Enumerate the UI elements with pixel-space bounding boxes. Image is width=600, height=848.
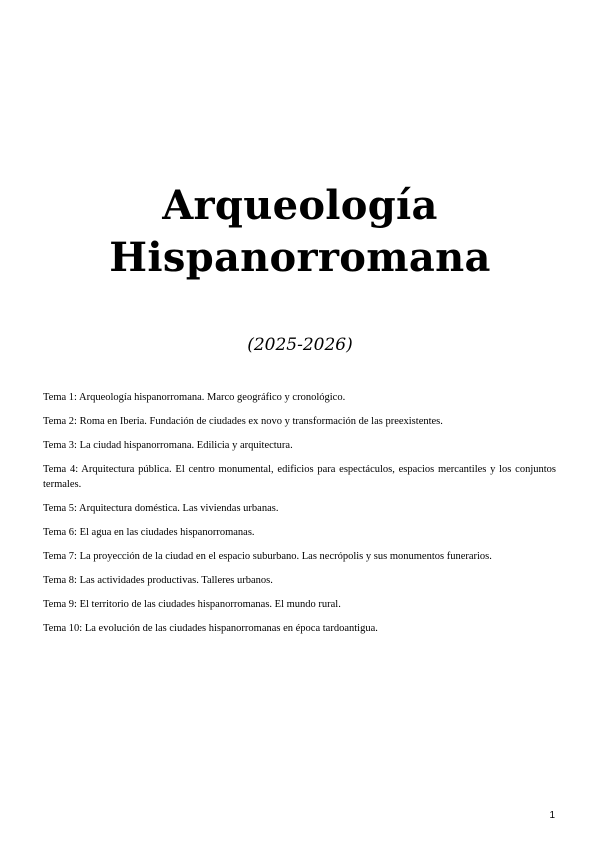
topic-item-3: Tema 3: La ciudad hispanorromana. Edilicia y arquitectura.	[43, 440, 293, 451]
topic-item-10: Tema 10: La evolución de las ciudades hispanorromanas en época tardoantigua.	[43, 622, 378, 634]
page-title	[0, 180, 600, 284]
title-line-2: Hispanorromana	[109, 234, 491, 281]
page-number: 1	[549, 810, 555, 821]
academic-year: (2025-2026)	[247, 335, 353, 355]
title-line-1: Arqueología	[162, 182, 438, 229]
topic-item-9: Tema 9: El territorio de las ciudades hispanorromanas. El mundo rural.	[43, 598, 341, 610]
topic-item-7: Tema 7: La proyección de la ciudad en el espacio suburbano. Las necrópolis y sus monumentos funerarios.	[43, 550, 492, 562]
topic-item-4: Tema 4: Arquitectura pública. El centro monumental, edificios para espectáculos, espacios mercantiles y los conjuntos termales.	[43, 464, 556, 490]
topic-item-5: Tema 5: Arquitectura doméstica. Las viviendas urbanas.	[43, 502, 279, 514]
topic-item-1: Tema 1: Arqueología hispanorromana. Marco geográfico y cronológico.	[43, 392, 346, 403]
topic-item-2: Tema 2: Roma en Iberia. Fundación de ciudades ex novo y transformación de las preexistentes.	[43, 416, 443, 427]
topic-item-8: Tema 8: Las actividades productivas. Talleres urbanos.	[43, 574, 273, 586]
topic-list	[43, 391, 556, 646]
topic-item-6: Tema 6: El agua en las ciudades hispanorromanas.	[43, 526, 255, 538]
